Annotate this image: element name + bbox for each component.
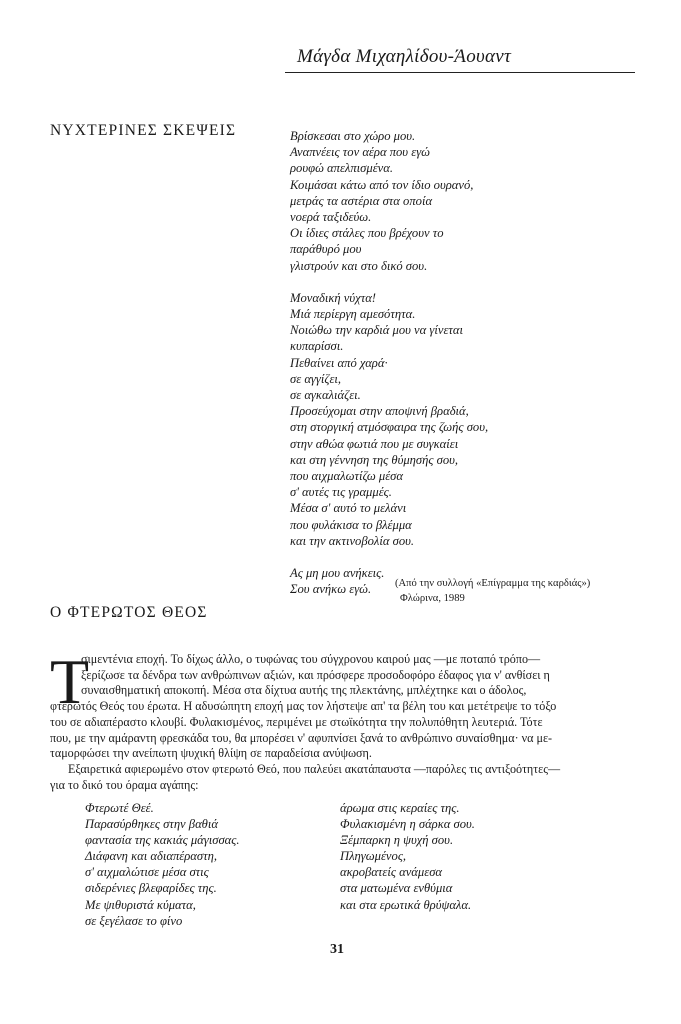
- source-note: [395, 576, 590, 606]
- poem-line: Σου ανήκω εγώ.: [290, 582, 372, 597]
- poem-line: κυπαρίσσι.: [290, 339, 344, 354]
- poem-line: Κοιμάσαι κάτω από τον ίδιο ουρανό,: [290, 177, 474, 192]
- author-name: Μάγδα Μιχαηλίδου-Άουαντ: [297, 46, 512, 67]
- poem-line: που αιχμαλωτίζω μέσα: [290, 469, 403, 484]
- poem-line: μετράς τα αστέρια στα οποία: [290, 193, 433, 208]
- poem-line: γλιστρούν και στο δικό σου.: [290, 258, 428, 273]
- poem-line: στα ματωμένα ενθύμια: [340, 881, 453, 896]
- winged-god-poem-right-column: [340, 800, 475, 913]
- poem-line: σ' αυτές τις γραμμές.: [290, 485, 392, 500]
- poem-line: Μιά περίεργη αμεσότητα.: [290, 307, 416, 322]
- stanza: [290, 128, 650, 274]
- prose-line: του σε αδιαπέραστο κλουβί. Φυλακισμένος, περιμένει με στωϊκότητα την πολυπόθητη λευτεριά. Τότε: [50, 714, 543, 729]
- source-place-date: Φλώρινα, 1989: [400, 593, 465, 604]
- poem-line: Ας μη μου ανήκεις.: [290, 566, 385, 581]
- poem-line: νοερά ταξιδεύω.: [290, 210, 372, 225]
- prose-line: για το δικό του όραμα αγάπης:: [50, 777, 199, 792]
- poem-line: Φυλακισμένη η σάρκα σου.: [340, 817, 475, 832]
- poem-line: παράθυρό μου: [290, 242, 362, 257]
- winged-god-poem-left-column: [85, 800, 240, 929]
- poem-line: σ' αιχμαλώτισε μέσα στις: [85, 865, 209, 880]
- poem-line: άρωμα στις κεραίες της.: [340, 801, 460, 815]
- poem-line: που φυλάκισα το βλέμμα: [290, 517, 412, 532]
- prose-line: συναισθηματική αποκοπή. Μέσα στα δίχτυα αυτής της πλεκτάνης, μπλέχτηκε και ο άδολος,: [81, 683, 527, 698]
- poem-line: Ξέμπαρκη η ψυχή σου.: [340, 833, 454, 848]
- poem-line: σε ξεγέλασε το φίνο: [85, 913, 183, 928]
- essay-prose: [50, 646, 650, 793]
- poem-line: σιδερένιες βλεφαρίδες της.: [85, 881, 217, 896]
- poem-line: ρουφώ απελπισμένα.: [290, 161, 394, 176]
- poem-line: σε αγγίζει,: [290, 371, 342, 386]
- source-collection: (Από την συλλογή «Επίγραμμα της καρδιάς»): [395, 578, 591, 589]
- poem-line: και στη γέννηση της θύμησής σου,: [290, 452, 459, 467]
- poem-line: Προσεύχομαι στην αποψινή βραδιά,: [290, 404, 469, 419]
- poem-line: Με ψιθυριστά κύματα,: [85, 897, 196, 912]
- poem-line: στην αθώα φωτιά που με συγκαίει: [290, 436, 459, 451]
- prose-line: σιμεντένια εποχή. Το δίχως άλλο, ο τυφώνας του σύγχρονου καιρού μας —με ποταπό τρόπο—: [81, 652, 541, 666]
- poem-title-nighttime-thoughts: ΝΥΧΤΕΡΙΝΕΣ ΣΚΕΨΕΙΣ: [50, 122, 237, 139]
- prose-line: φτερωτός Θεός του έρωτα. Η αδυσώπητη εποχή μας τον λήστεψε απ' τα βέλη του και μετέτρεψε το τόξο: [50, 699, 557, 714]
- prose-line: που, με την αμάραντη φρεσκάδα του, θα μπορέσει ν' αφυπνίσει ξανά το ανθρώπινο συναίσθημα· να με-: [50, 730, 553, 745]
- poem-line: Φτερωτέ Θεέ.: [85, 801, 154, 815]
- stanza: [290, 290, 650, 549]
- drop-cap: Τ: [50, 646, 90, 717]
- poem-nighttime-thoughts: [290, 128, 650, 597]
- prose-line: ξερίζωσε τα δένδρα των ανθρώπινων αξιών, και πρόσφερε προσοδοφόρο έδαφος για ν' ανθίσει η: [81, 667, 550, 682]
- header-rule: [285, 72, 635, 73]
- poem-line: φαντασία της κακιάς μάγισσας.: [85, 833, 240, 848]
- poem-line: και στα ερωτικά θρύψαλα.: [340, 897, 472, 912]
- poem-line: Διάφανη και αδιαπέραστη,: [85, 849, 217, 864]
- poem-line: Πεθαίνει από χαρά·: [290, 355, 388, 370]
- stanza-gap: [290, 274, 650, 290]
- poem-line: στη στοργική ατμόσφαιρα της ζωής σου,: [290, 420, 489, 435]
- poem-line: σε αγκαλιάζει.: [290, 388, 361, 403]
- poem-line: Νοιώθω την καρδιά μου να γίνεται: [290, 323, 464, 338]
- poem-line: Πληγωμένος,: [340, 849, 407, 864]
- prose-line: ταμορφώσει την ανείπωτη ψυχική θλίψη σε παραδείσια ανύψωση.: [50, 746, 372, 761]
- poem-line: Μοναδική νύχτα!: [290, 290, 377, 305]
- poem-line: ακροβατείς ανάμεσα: [340, 865, 443, 880]
- poem-line: Βρίσκεσαι στο χώρο μου.: [290, 129, 416, 143]
- poem-line: Αναπνέεις τον αέρα που εγώ: [290, 145, 430, 160]
- stanza-gap: [290, 549, 650, 565]
- running-header: [285, 42, 635, 76]
- poem-line: Παρασύρθηκες στην βαθιά: [85, 817, 218, 832]
- page-number: 31: [330, 942, 344, 957]
- poem-line: Μέσα σ' αυτό το μελάνι: [290, 501, 407, 516]
- poem-line: και την ακτινοβολία σου.: [290, 533, 415, 548]
- poem-line: Οι ίδιες στάλες που βρέχουν το: [290, 226, 444, 241]
- prose-line: Εξαιρετικά αφιερωμένο στον φτερωτό Θεό, που παλεύει ακατάπαυστα —παρόλες τις αντιξοότητες—: [68, 761, 561, 776]
- essay-title-winged-god: Ο ΦΤΕΡΩΤΟΣ ΘΕΟΣ: [50, 604, 208, 621]
